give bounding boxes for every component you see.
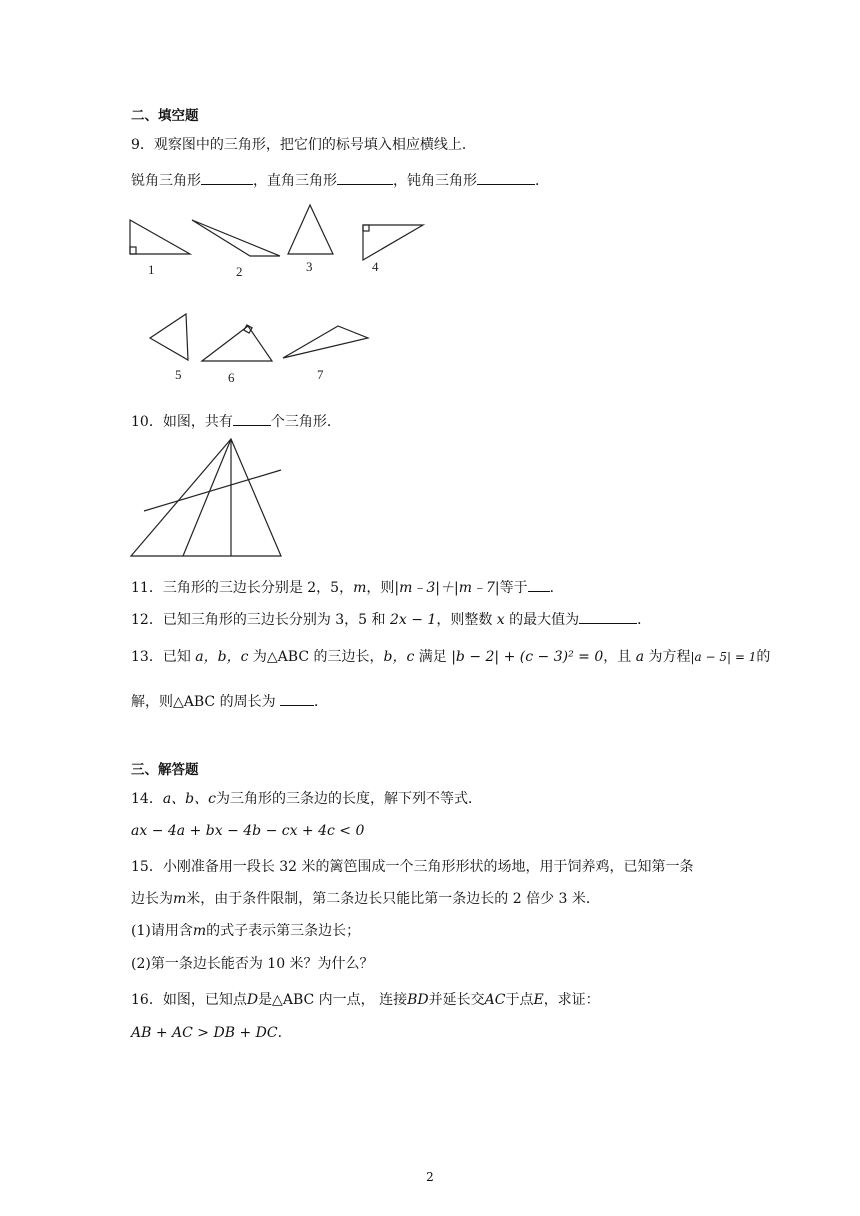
page-number: 2 xyxy=(426,1170,434,1184)
q15-sub2: (2)第一条边长能否为 10 米？为什么？ xyxy=(131,956,374,972)
q9-right-blank xyxy=(337,169,393,185)
q16-line2: AB + AC > DB + DC． xyxy=(131,1025,292,1041)
q10-text: 10．如图，共有 个三角形． xyxy=(131,410,341,432)
triangle-3-label: 3 xyxy=(306,259,313,274)
q14-inequality: ax − 4a + bx − 4b − cx + 4c < 0 xyxy=(131,823,365,839)
q9-text: 9．观察图中的三角形，把它们的标号填入相应横线上． xyxy=(131,137,476,153)
q10-blank xyxy=(233,410,271,426)
q15-line2: 边长为m米，由于条件限制，第二条边长只能比第一条边长的 2 倍少 3 米． xyxy=(131,891,600,907)
triangle-1 xyxy=(130,220,190,254)
q9-answer-line: 锐角三角形 ，直角三角形 ，钝角三角形 ． xyxy=(131,169,549,191)
triangle-7 xyxy=(283,326,368,358)
q9-obtuse-blank xyxy=(477,169,535,185)
q13-line1: 13．已知 a，b，c 为△ABC 的三边长，b，c 满足 |b − 2| + (c − 3)² = 0，且 a 为方程|a − 5| = 1的 xyxy=(131,649,771,665)
q11-blank xyxy=(528,576,550,592)
section-title-solve: 三、解答题 xyxy=(131,762,199,778)
q15-line1: 15．小刚准备用一段长 32 米的篱笆围成一个三角形形状的场地，用于饲养鸡，已知第一条 xyxy=(131,859,694,875)
q9-triangles-row1 xyxy=(120,198,440,280)
section-title-fill-in: 二、填空题 xyxy=(131,108,199,124)
q13-blank xyxy=(280,690,314,706)
q11-text: 11．三角形的三边长分别是 2，5，m，则|m﹣3|＋|m﹣7|等于 ． xyxy=(131,576,564,598)
q12-text: 12．已知三角形的三边长分别为 3，5 和 2x − 1，则整数 x 的最大值为 ． xyxy=(131,608,651,630)
q10-figure xyxy=(128,436,286,560)
q12-blank xyxy=(579,608,637,624)
triangle-5 xyxy=(150,314,188,360)
triangle-4 xyxy=(363,225,423,260)
q14-text: 14．a、b、c为三角形的三条边的长度，解下列不等式． xyxy=(131,791,482,807)
triangle-6 xyxy=(202,326,272,361)
triangle-3 xyxy=(288,205,333,254)
q9-obtuse-label: ，钝角三角形 xyxy=(393,173,477,189)
q9-acute-label: 锐角三角形 xyxy=(131,173,201,189)
q13-line2: 解，则△ABC 的周长为 ． xyxy=(131,690,328,712)
triangle-5-label: 5 xyxy=(175,367,182,382)
triangle-1-label: 1 xyxy=(148,262,155,277)
triangle-4-label: 4 xyxy=(372,259,379,274)
q15-sub1: (1)请用含m的式子表示第三条边长； xyxy=(131,923,361,939)
triangle-2-label: 2 xyxy=(236,264,243,279)
q16-line1: 16．如图，已知点D是△ABC 内一点， 连接BD并延长交AC于点E，求证： xyxy=(131,992,600,1008)
q9-triangles-row2 xyxy=(140,308,380,388)
triangle-2 xyxy=(192,220,280,256)
triangle-7-label: 7 xyxy=(317,367,324,382)
q9-acute-blank xyxy=(201,169,253,185)
q9-right-label: ，直角三角形 xyxy=(253,173,337,189)
triangle-6-label: 6 xyxy=(228,370,235,385)
